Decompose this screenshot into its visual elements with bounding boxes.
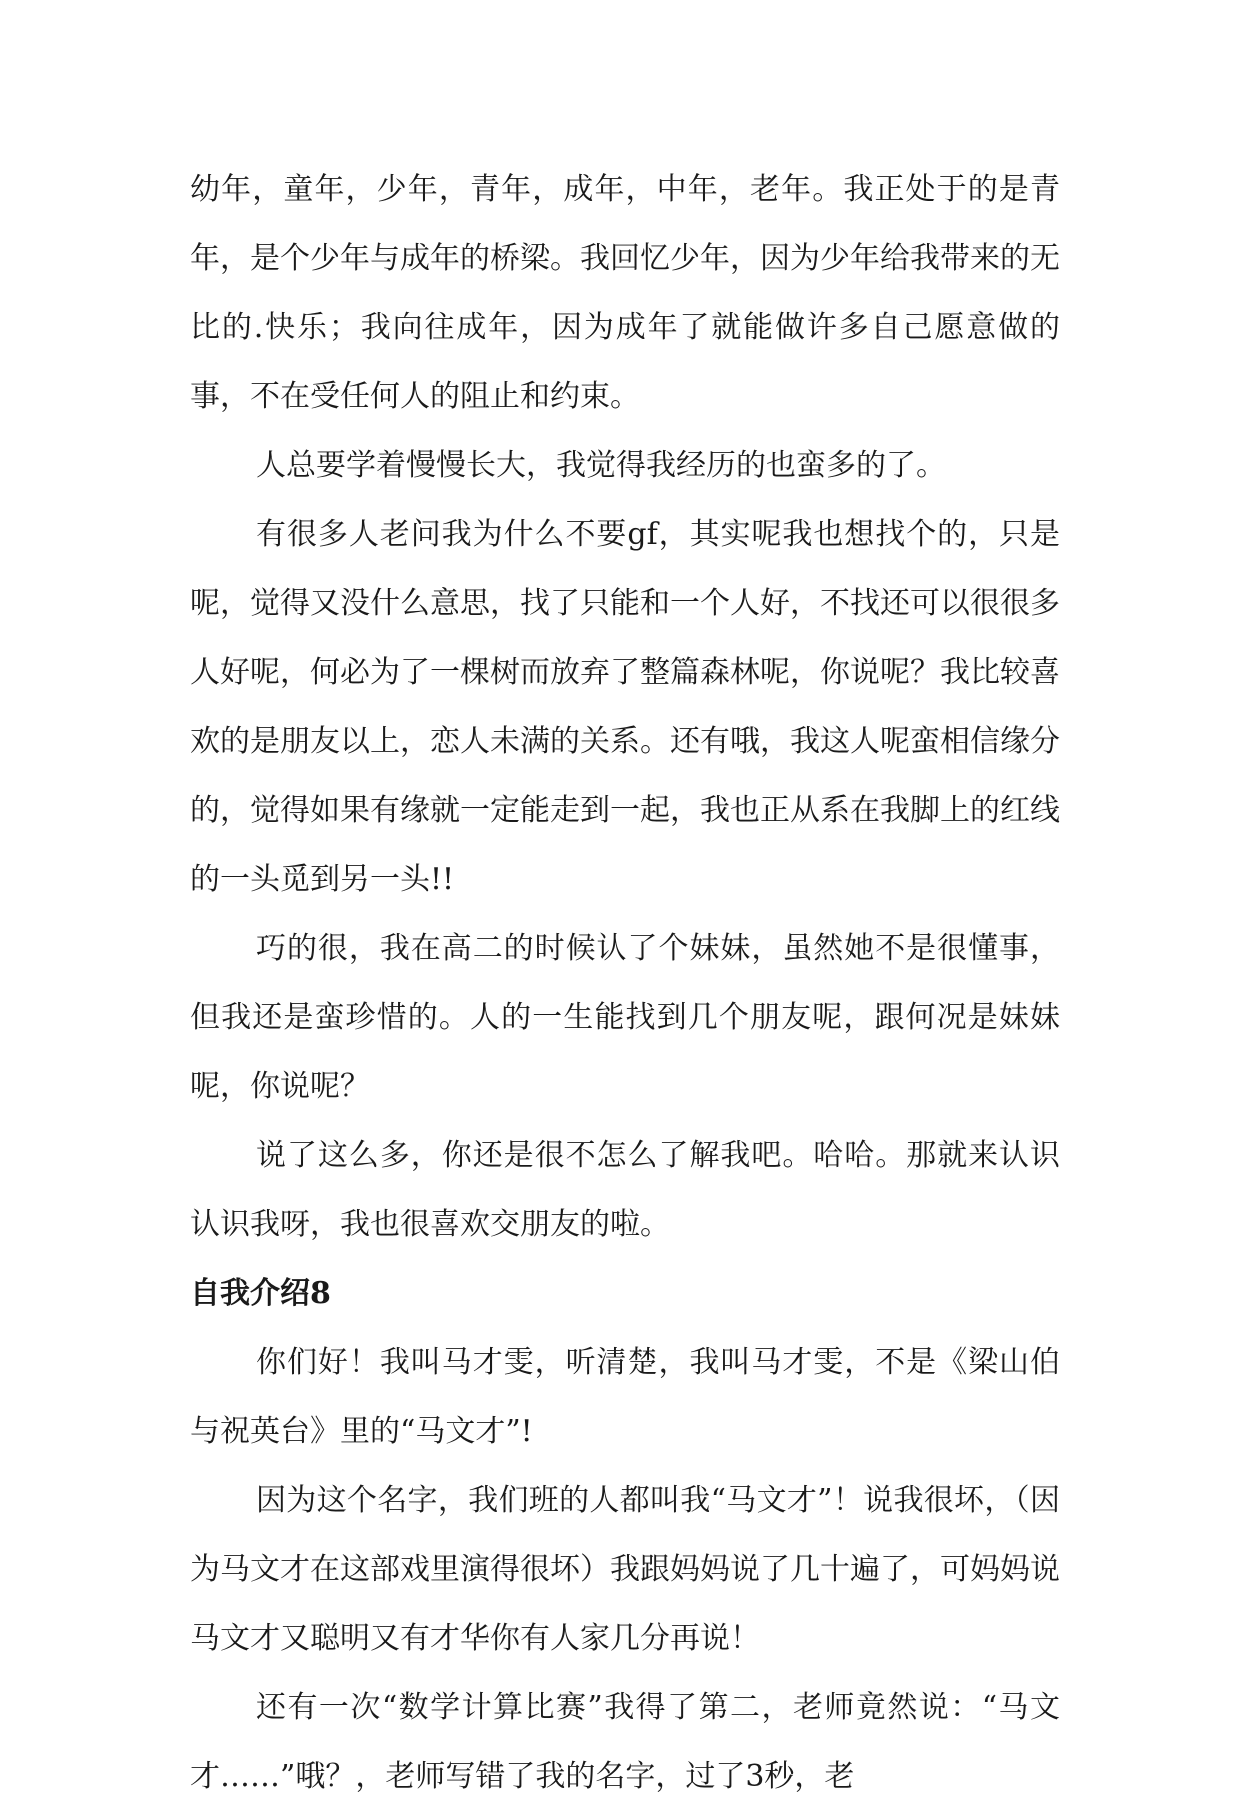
- section-heading: 自我介绍8: [190, 1276, 331, 1311]
- paragraph-greeting: 你们好！我叫马才雯，听清楚，我叫马才雯，不是《梁山伯与祝英台》里的“马文才”!: [190, 1345, 1060, 1449]
- paragraph-math-contest: 还有一次“数学计算比赛”我得了第二，老师竟然说：“马文才……”哦？，老师写错了我的名字，过了3秒，老: [190, 1690, 1060, 1794]
- paragraph-relationships: 有很多人老问我为什么不要gf，其实呢我也想找个的，只是呢，觉得又没什么意思，找了只能和一个人好，不找还可以很很多人好呢，何必为了一棵树而放弃了整篇森林呢，你说呢？我比较喜欢的是朋友以上，恋人未满的关系。还有哦，我这人呢蛮相信缘分的，觉得如果有缘就一定能走到一起，我也正从系在我脚上的红线的一头觅到另一头!!: [190, 517, 1060, 897]
- paragraph-closing: 说了这么多，你还是很不怎么了解我吧。哈哈。那就来认识认识我呀，我也很喜欢交朋友的啦。: [190, 1138, 1060, 1242]
- paragraph-nickname: 因为这个名字，我们班的人都叫我“马文才”！说我很坏，（因为马文才在这部戏里演得很坏）我跟妈妈说了几十遍了，可妈妈说马文才又聪明又有才华你有人家几分再说！: [190, 1483, 1060, 1656]
- paragraph-growing-up: 人总要学着慢慢长大，我觉得我经历的也蛮多的了。: [256, 448, 946, 483]
- paragraph-sister: 巧的很，我在高二的时候认了个妹妹，虽然她不是很懂事，但我还是蛮珍惜的。人的一生能找到几个朋友呢，跟何况是妹妹呢，你说呢？: [190, 931, 1060, 1104]
- document-page: [190, 155, 1060, 1811]
- paragraph-life-stages: 幼年，童年，少年，青年，成年，中年，老年。我正处于的是青年，是个少年与成年的桥梁。我回忆少年，因为少年给我带来的无比的.快乐；我向往成年，因为成年了就能做许多自己愿意做的事，不在受任何人的阻止和约束。: [190, 172, 1060, 414]
